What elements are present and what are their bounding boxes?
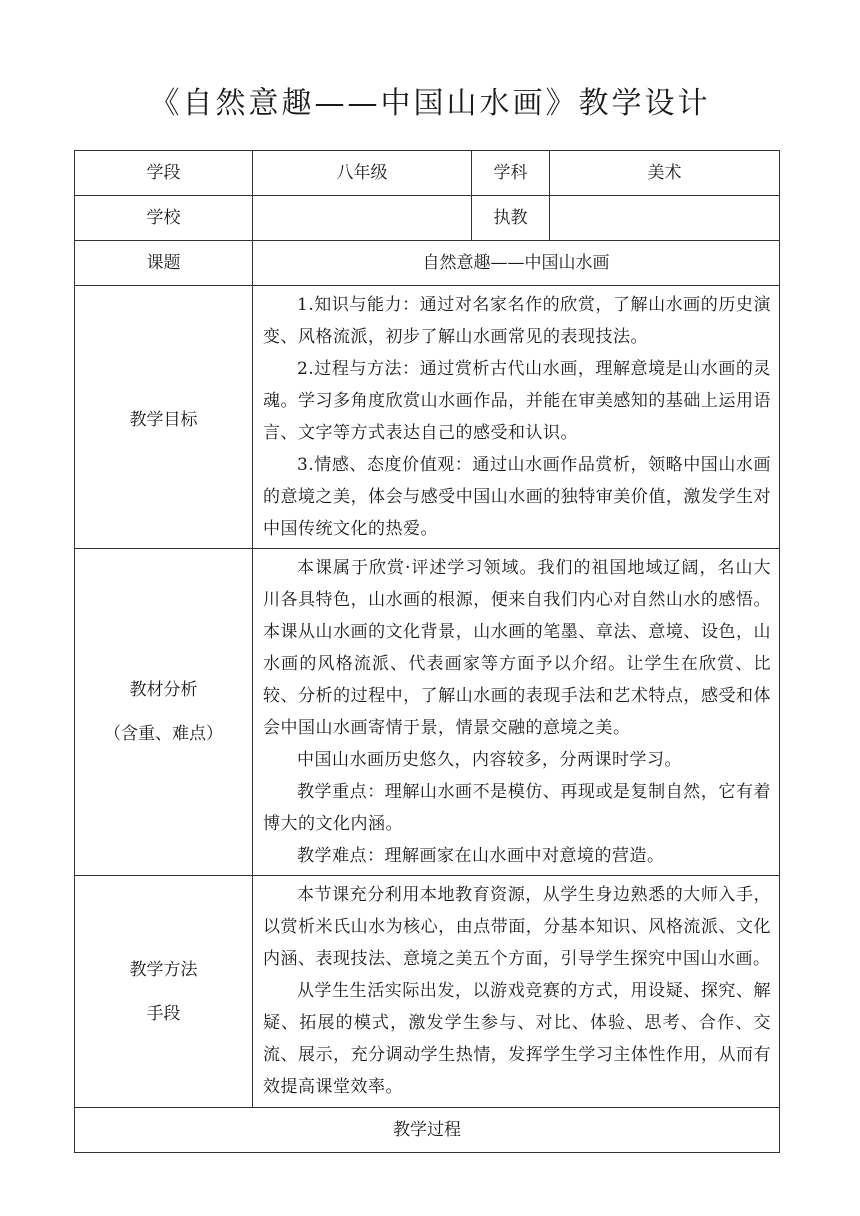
- row-stage-subject: [75, 151, 780, 196]
- goals-label: 教学目标: [75, 286, 253, 549]
- subject-value: 美术: [550, 151, 780, 196]
- analysis-label-line2: （含重、难点）: [104, 724, 223, 744]
- analysis-content: [253, 549, 780, 876]
- row-school-teacher: [75, 196, 780, 241]
- subject-label: 学科: [472, 151, 550, 196]
- topic-value: 自然意趣——中国山水画: [253, 241, 780, 286]
- process-label: 教学过程: [75, 1108, 780, 1153]
- teacher-value: [550, 196, 780, 241]
- topic-label: 课题: [75, 241, 253, 286]
- teacher-label: 执教: [472, 196, 550, 241]
- stage-value: 八年级: [253, 151, 472, 196]
- method-label: [75, 876, 253, 1108]
- analysis-paragraph: 中国山水画历史悠久，内容较多，分两课时学习。: [297, 750, 682, 770]
- method-label-line1: 教学方法: [129, 959, 198, 980]
- goals-content: [253, 286, 780, 549]
- row-method: [75, 876, 780, 1108]
- school-label: 学校: [75, 196, 253, 241]
- lesson-plan-table: [74, 150, 780, 1153]
- method-label-line2: 手段: [146, 1003, 181, 1024]
- analysis-label: [75, 549, 253, 876]
- method-paragraph: 从学生生活实际出发，以游戏竞赛的方式，用设疑、探究、解疑、拓展的模式，激发学生参与、对比、体验、思考、合作、交流、展示，充分调动学生热情，发挥学生学习主体性作用，从而有效提高课堂效率。: [263, 981, 771, 1097]
- row-analysis: [75, 549, 780, 876]
- method-content: [253, 876, 780, 1108]
- goal-item: 1.知识与能力：通过对名家名作的欣赏，了解山水画的历史演变、风格流派，初步了解山水画常见的表现技法。: [263, 295, 771, 347]
- school-value: [253, 196, 472, 241]
- analysis-paragraph: 教学难点：理解画家在山水画中对意境的营造。: [297, 846, 665, 866]
- row-process: [75, 1108, 780, 1153]
- goal-item: 2.过程与方法：通过赏析古代山水画，理解意境是山水画的灵魂。学习多角度欣赏山水画作品，并能在审美感知的基础上运用语言、文字等方式表达自己的感受和认识。: [263, 359, 771, 443]
- analysis-paragraph: 本课属于欣赏·评述学习领域。我们的祖国地域辽阔，名山大川各具特色，山水画的根源，便来自我们内心对自然山水的感悟。本课从山水画的文化背景，山水画的笔墨、章法、意境、设色，山水画的风格流派、代表画家等方面予以介绍。让学生在欣赏、比较、分析的过程中，了解山水画的表现手法和艺术特点，感受和体会中国山水画寄情于景，情景交融的意境之美。: [263, 558, 771, 738]
- method-paragraph: 本节课充分利用本地教育资源，从学生身边熟悉的大师入手，以赏析米氏山水为核心，由点带面，分基本知识、风格流派、文化内涵、表现技法、意境之美五个方面，引导学生探究中国山水画。: [263, 885, 771, 969]
- row-topic: [75, 241, 780, 286]
- analysis-paragraph: 教学重点：理解山水画不是模仿、再现或是复制自然，它有着博大的文化内涵。: [263, 782, 771, 834]
- row-goals: [75, 286, 780, 549]
- goal-item: 3.情感、态度价值观：通过山水画作品赏析，领略中国山水画的意境之美，体会与感受中国山水画的独特审美价值，激发学生对中国传统文化的热爱。: [263, 455, 771, 539]
- stage-label: 学段: [75, 151, 253, 196]
- document-title: 《自然意趣——中国山水画》教学设计: [149, 86, 711, 121]
- analysis-label-line1: 教材分析: [129, 680, 198, 700]
